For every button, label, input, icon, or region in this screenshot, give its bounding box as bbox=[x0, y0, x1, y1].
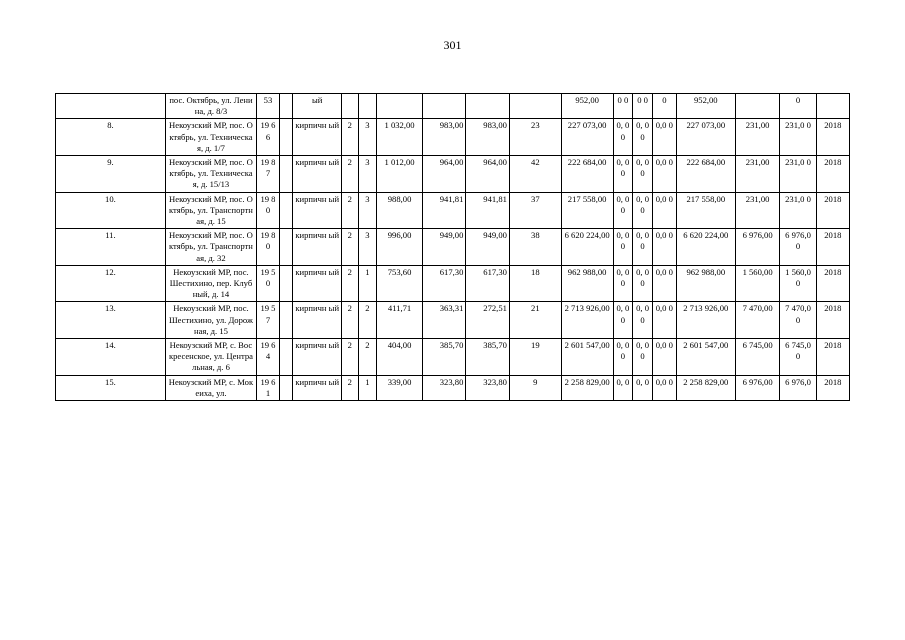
address-cell: пос. Октябрь, ул. Ленина, д. 8/3 bbox=[165, 94, 256, 119]
fund-3-cell: 0,0 0 bbox=[652, 265, 676, 302]
wall-material-cell: кирпичн ый bbox=[293, 265, 342, 302]
fund-2-cell: 0, 0 0 bbox=[633, 119, 653, 156]
wall-material-cell: кирпичн ый bbox=[293, 375, 342, 400]
living-area-cell: 323,80 bbox=[422, 375, 466, 400]
fund-1-cell: 0, 0 0 bbox=[613, 229, 633, 266]
plan-year-cell: 2018 bbox=[816, 229, 849, 266]
floors-cell: 2 bbox=[342, 302, 359, 339]
owners-cost-cell: 227 073,00 bbox=[676, 119, 735, 156]
residential-area-cell: 323,80 bbox=[466, 375, 510, 400]
fund-2-cell: 0, 0 0 bbox=[633, 265, 653, 302]
residents-cell: 42 bbox=[509, 156, 561, 193]
year-built-cell: 19 64 bbox=[257, 339, 280, 376]
entrances-cell: 2 bbox=[358, 302, 377, 339]
floors-cell: 2 bbox=[342, 339, 359, 376]
fund-3-cell: 0,0 0 bbox=[652, 229, 676, 266]
entrances-cell: 3 bbox=[358, 156, 377, 193]
max-unit-cost-cell: 0 bbox=[780, 94, 816, 119]
year-built-cell: 19 80 bbox=[257, 192, 280, 229]
fund-3-cell: 0,0 0 bbox=[652, 375, 676, 400]
max-unit-cost-cell: 6 976,0 bbox=[780, 375, 816, 400]
blank-cell bbox=[279, 192, 292, 229]
blank-cell bbox=[279, 375, 292, 400]
unit-cost-cell: 7 470,00 bbox=[735, 302, 780, 339]
unit-cost-cell: 231,00 bbox=[735, 156, 780, 193]
entrances-cell: 3 bbox=[358, 229, 377, 266]
total-area-cell: 411,71 bbox=[377, 302, 423, 339]
unit-cost-cell: 6 976,00 bbox=[735, 375, 780, 400]
unit-cost-cell bbox=[735, 94, 780, 119]
fund-2-cell: 0 0 bbox=[633, 94, 653, 119]
address-cell: Некоузский МР, пос. Октябрь, ул. Транспортная, д. 32 bbox=[165, 229, 256, 266]
entrances-cell: 3 bbox=[358, 192, 377, 229]
max-unit-cost-cell: 6 745,0 0 bbox=[780, 339, 816, 376]
floors-cell: 2 bbox=[342, 265, 359, 302]
fund-1-cell: 0, 0 0 bbox=[613, 265, 633, 302]
unit-cost-cell: 231,00 bbox=[735, 119, 780, 156]
total-cost-cell: 962 988,00 bbox=[561, 265, 613, 302]
blank-cell bbox=[279, 119, 292, 156]
fund-3-cell: 0,0 0 bbox=[652, 156, 676, 193]
table-row bbox=[56, 375, 850, 400]
residents-cell: 19 bbox=[509, 339, 561, 376]
year-built-cell: 19 80 bbox=[257, 229, 280, 266]
year-built-cell: 19 61 bbox=[257, 375, 280, 400]
residential-area-cell: 272,51 bbox=[466, 302, 510, 339]
plan-year-cell bbox=[816, 94, 849, 119]
housing-register-table bbox=[55, 93, 850, 401]
total-area-cell: 988,00 bbox=[377, 192, 423, 229]
fund-1-cell: 0, 0 0 bbox=[613, 192, 633, 229]
row-number: 10. bbox=[56, 192, 166, 229]
unit-cost-cell: 231,00 bbox=[735, 192, 780, 229]
plan-year-cell: 2018 bbox=[816, 302, 849, 339]
table-row bbox=[56, 156, 850, 193]
row-number bbox=[56, 94, 166, 119]
residents-cell bbox=[509, 94, 561, 119]
total-cost-cell: 2 713 926,00 bbox=[561, 302, 613, 339]
blank-cell bbox=[279, 94, 292, 119]
residential-area-cell: 964,00 bbox=[466, 156, 510, 193]
table-row bbox=[56, 302, 850, 339]
floors-cell: 2 bbox=[342, 192, 359, 229]
residents-cell: 37 bbox=[509, 192, 561, 229]
plan-year-cell: 2018 bbox=[816, 375, 849, 400]
unit-cost-cell: 6 976,00 bbox=[735, 229, 780, 266]
max-unit-cost-cell: 1 560,0 0 bbox=[780, 265, 816, 302]
total-cost-cell: 227 073,00 bbox=[561, 119, 613, 156]
year-built-cell: 19 87 bbox=[257, 156, 280, 193]
plan-year-cell: 2018 bbox=[816, 156, 849, 193]
fund-1-cell: 0, 0 0 bbox=[613, 302, 633, 339]
year-built-cell: 19 66 bbox=[257, 119, 280, 156]
wall-material-cell: кирпичн ый bbox=[293, 119, 342, 156]
entrances-cell: 1 bbox=[358, 375, 377, 400]
total-area-cell: 1 032,00 bbox=[377, 119, 423, 156]
wall-material-cell: кирпичн ый bbox=[293, 229, 342, 266]
owners-cost-cell: 952,00 bbox=[676, 94, 735, 119]
entrances-cell: 1 bbox=[358, 265, 377, 302]
fund-1-cell: 0, 0 0 bbox=[613, 119, 633, 156]
fund-2-cell: 0, 0 0 bbox=[633, 192, 653, 229]
address-cell: Некоузский МР, пос. Шестихино, пер. Клубный, д. 14 bbox=[165, 265, 256, 302]
total-area-cell: 753,60 bbox=[377, 265, 423, 302]
residents-cell: 23 bbox=[509, 119, 561, 156]
owners-cost-cell: 2 713 926,00 bbox=[676, 302, 735, 339]
table-row bbox=[56, 192, 850, 229]
address-cell: Некоузский МР, с. Мокеиха, ул. bbox=[165, 375, 256, 400]
living-area-cell: 964,00 bbox=[422, 156, 466, 193]
residents-cell: 38 bbox=[509, 229, 561, 266]
row-number: 13. bbox=[56, 302, 166, 339]
total-area-cell: 1 012,00 bbox=[377, 156, 423, 193]
residential-area-cell: 617,30 bbox=[466, 265, 510, 302]
row-number: 14. bbox=[56, 339, 166, 376]
unit-cost-cell: 1 560,00 bbox=[735, 265, 780, 302]
blank-cell bbox=[279, 265, 292, 302]
owners-cost-cell: 222 684,00 bbox=[676, 156, 735, 193]
entrances-cell bbox=[358, 94, 377, 119]
page-number: 301 bbox=[443, 38, 462, 52]
owners-cost-cell: 962 988,00 bbox=[676, 265, 735, 302]
floors-cell: 2 bbox=[342, 229, 359, 266]
table-row bbox=[56, 94, 850, 119]
fund-3-cell: 0,0 0 bbox=[652, 339, 676, 376]
total-cost-cell: 2 258 829,00 bbox=[561, 375, 613, 400]
living-area-cell: 363,31 bbox=[422, 302, 466, 339]
plan-year-cell: 2018 bbox=[816, 119, 849, 156]
residential-area-cell: 941,81 bbox=[466, 192, 510, 229]
entrances-cell: 3 bbox=[358, 119, 377, 156]
wall-material-cell: ый bbox=[293, 94, 342, 119]
wall-material-cell: кирпичн ый bbox=[293, 302, 342, 339]
fund-2-cell: 0, 0 bbox=[633, 375, 653, 400]
blank-cell bbox=[279, 302, 292, 339]
fund-3-cell: 0,0 0 bbox=[652, 192, 676, 229]
address-cell: Некоузский МР, пос. Октябрь, ул. Техническая, д. 1/7 bbox=[165, 119, 256, 156]
blank-cell bbox=[279, 339, 292, 376]
max-unit-cost-cell: 231,0 0 bbox=[780, 119, 816, 156]
fund-2-cell: 0, 0 0 bbox=[633, 302, 653, 339]
row-number: 9. bbox=[56, 156, 166, 193]
residential-area-cell: 949,00 bbox=[466, 229, 510, 266]
wall-material-cell: кирпичн ый bbox=[293, 156, 342, 193]
fund-1-cell: 0 0 bbox=[613, 94, 633, 119]
row-number: 11. bbox=[56, 229, 166, 266]
max-unit-cost-cell: 231,0 0 bbox=[780, 156, 816, 193]
row-number: 8. bbox=[56, 119, 166, 156]
fund-3-cell: 0 bbox=[652, 94, 676, 119]
year-built-cell: 53 bbox=[257, 94, 280, 119]
residential-area-cell: 983,00 bbox=[466, 119, 510, 156]
total-cost-cell: 222 684,00 bbox=[561, 156, 613, 193]
living-area-cell: 949,00 bbox=[422, 229, 466, 266]
fund-1-cell: 0, 0 0 bbox=[613, 156, 633, 193]
total-area-cell: 339,00 bbox=[377, 375, 423, 400]
fund-2-cell: 0, 0 0 bbox=[633, 229, 653, 266]
address-cell: Некоузский МР, пос. Октябрь, ул. Техническая, д. 15/13 bbox=[165, 156, 256, 193]
total-cost-cell: 6 620 224,00 bbox=[561, 229, 613, 266]
fund-3-cell: 0,0 0 bbox=[652, 302, 676, 339]
total-cost-cell: 217 558,00 bbox=[561, 192, 613, 229]
owners-cost-cell: 2 258 829,00 bbox=[676, 375, 735, 400]
total-cost-cell: 2 601 547,00 bbox=[561, 339, 613, 376]
floors-cell: 2 bbox=[342, 156, 359, 193]
fund-3-cell: 0,0 0 bbox=[652, 119, 676, 156]
table-row bbox=[56, 265, 850, 302]
blank-cell bbox=[279, 229, 292, 266]
address-cell: Некоузский МР, пос. Шестихино, ул. Дорожная, д. 15 bbox=[165, 302, 256, 339]
living-area-cell: 617,30 bbox=[422, 265, 466, 302]
owners-cost-cell: 217 558,00 bbox=[676, 192, 735, 229]
living-area-cell bbox=[422, 94, 466, 119]
floors-cell: 2 bbox=[342, 119, 359, 156]
row-number: 15. bbox=[56, 375, 166, 400]
row-number: 12. bbox=[56, 265, 166, 302]
total-cost-cell: 952,00 bbox=[561, 94, 613, 119]
total-area-cell: 996,00 bbox=[377, 229, 423, 266]
floors-cell bbox=[342, 94, 359, 119]
owners-cost-cell: 2 601 547,00 bbox=[676, 339, 735, 376]
address-cell: Некоузский МР, пос. Октябрь, ул. Транспортная, д. 15 bbox=[165, 192, 256, 229]
floors-cell: 2 bbox=[342, 375, 359, 400]
plan-year-cell: 2018 bbox=[816, 339, 849, 376]
total-area-cell: 404,00 bbox=[377, 339, 423, 376]
table-row bbox=[56, 229, 850, 266]
fund-2-cell: 0, 0 0 bbox=[633, 156, 653, 193]
year-built-cell: 19 57 bbox=[257, 302, 280, 339]
entrances-cell: 2 bbox=[358, 339, 377, 376]
unit-cost-cell: 6 745,00 bbox=[735, 339, 780, 376]
living-area-cell: 941,81 bbox=[422, 192, 466, 229]
residents-cell: 9 bbox=[509, 375, 561, 400]
living-area-cell: 385,70 bbox=[422, 339, 466, 376]
residents-cell: 21 bbox=[509, 302, 561, 339]
table-row bbox=[56, 339, 850, 376]
address-cell: Некоузский МР, с. Воскресенское, ул. Центральная, д. 6 bbox=[165, 339, 256, 376]
fund-1-cell: 0, 0 bbox=[613, 375, 633, 400]
wall-material-cell: кирпичн ый bbox=[293, 339, 342, 376]
table-row bbox=[56, 119, 850, 156]
fund-2-cell: 0, 0 0 bbox=[633, 339, 653, 376]
total-area-cell bbox=[377, 94, 423, 119]
max-unit-cost-cell: 6 976,0 0 bbox=[780, 229, 816, 266]
residential-area-cell bbox=[466, 94, 510, 119]
residential-area-cell: 385,70 bbox=[466, 339, 510, 376]
max-unit-cost-cell: 7 470,0 0 bbox=[780, 302, 816, 339]
plan-year-cell: 2018 bbox=[816, 192, 849, 229]
blank-cell bbox=[279, 156, 292, 193]
owners-cost-cell: 6 620 224,00 bbox=[676, 229, 735, 266]
max-unit-cost-cell: 231,0 0 bbox=[780, 192, 816, 229]
year-built-cell: 19 50 bbox=[257, 265, 280, 302]
residents-cell: 18 bbox=[509, 265, 561, 302]
plan-year-cell: 2018 bbox=[816, 265, 849, 302]
wall-material-cell: кирпичн ый bbox=[293, 192, 342, 229]
fund-1-cell: 0, 0 0 bbox=[613, 339, 633, 376]
living-area-cell: 983,00 bbox=[422, 119, 466, 156]
